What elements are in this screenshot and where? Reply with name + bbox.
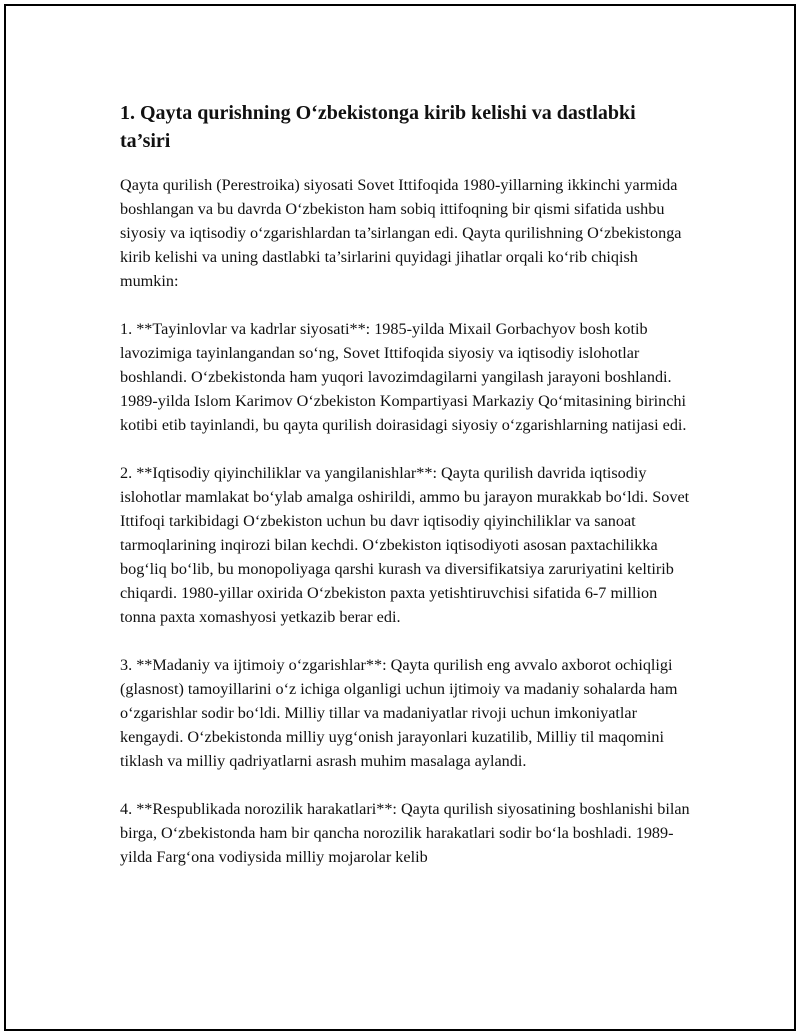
paragraph-protest-movements: 4. **Respublikada norozilik harakatlari**: Qayta qurilish siyosatining boshlanishi bilan birga, O‘zbekistonda ham bir qancha norozilik harakatlari sodir bo‘la boshladi. 1989-yilda Farg‘ona vodiysida milliy mojarolar kelib [120, 800, 690, 866]
paragraph-cultural-changes: 3. **Madaniy va ijtimoiy o‘zgarishlar**: Qayta qurilish eng avvalo axborot ochiqligi (glasnost) tamoyillarini o‘z ichiga olganligi uchun ijtimoiy va madaniy sohalarda ham o‘zgarishlar sodir bo‘ldi. Milliy tillar va madaniyatlar rivoji uchun imkoniyatlar kengaydi. O‘zbekistonda milliy uyg‘onish jarayonlari kuzatilib, Milliy til maqomini tiklash va milliy qadriyatlarni asrash muhim masalaga aylandi. [120, 656, 678, 770]
paragraph-cadre-policy: 1. **Tayinlovlar va kadrlar siyosati**: 1985-yilda Mixail Gorbachyov bosh kotib lavozimiga tayinlangandan so‘ng, Sovet Ittifoqida siyosiy va iqtisodiy islohotlar boshlandi. O‘zbekistonda ham yuqori lavozimdagilarni yangilash jarayoni boshlandi. 1989-yilda Islom Karimov O‘zbekiston Kompartiyasi Markaziy Qo‘mitasining birinchi kotibi etib tayinlandi, bu qayta qurilish doirasidagi siyosiy o‘zgarishlarning natijasi edi. [120, 320, 687, 434]
intro-paragraph: Qayta qurilish (Perestroika) siyosati Sovet Ittifoqida 1980-yillarning ikkinchi yarmida boshlangan va bu davrda O‘zbekiston ham sobiq ittifoqning bir qismi sifatida ushbu siyosiy va iqtisodiy o‘zgarishlardan ta’sirlangan edi. Qayta qurilishning O‘zbekistonga kirib kelishi va uning dastlabki ta’sirlarini quyidagi jihatlar orqali ko‘rib chiqish mumkin: [120, 176, 682, 290]
section-title: 1. Qayta qurishning O‘zbekistonga kirib kelishi va dastlabki ta’siri [120, 102, 636, 152]
paragraph-economic-difficulties: 2. **Iqtisodiy qiyinchiliklar va yangilanishlar**: Qayta qurilish davrida iqtisodiy islohotlar mamlakat bo‘ylab amalga oshirildi, ammo bu jarayon murakkab bo‘ldi. Sovet Ittifoqi tarkibidagi O‘zbekiston uchun bu davr iqtisodiy qiyinchiliklar va sanoat tarmoqlarining inqirozi bilan kechdi. O‘zbekiston iqtisodiyoti asosan paxtachilikka bog‘liq bo‘lib, bu monopoliyaga qarshi kurash va diversifikatsiya zaruriyatini keltirib chiqardi. 1980-yillar oxirida O‘zbekiston paxta yetishtiruvchisi sifatida 6-7 million tonna paxta xomashyosi yetkazib berar edi. [120, 464, 690, 626]
document-content [120, 99, 690, 893]
document-page [4, 4, 796, 1031]
